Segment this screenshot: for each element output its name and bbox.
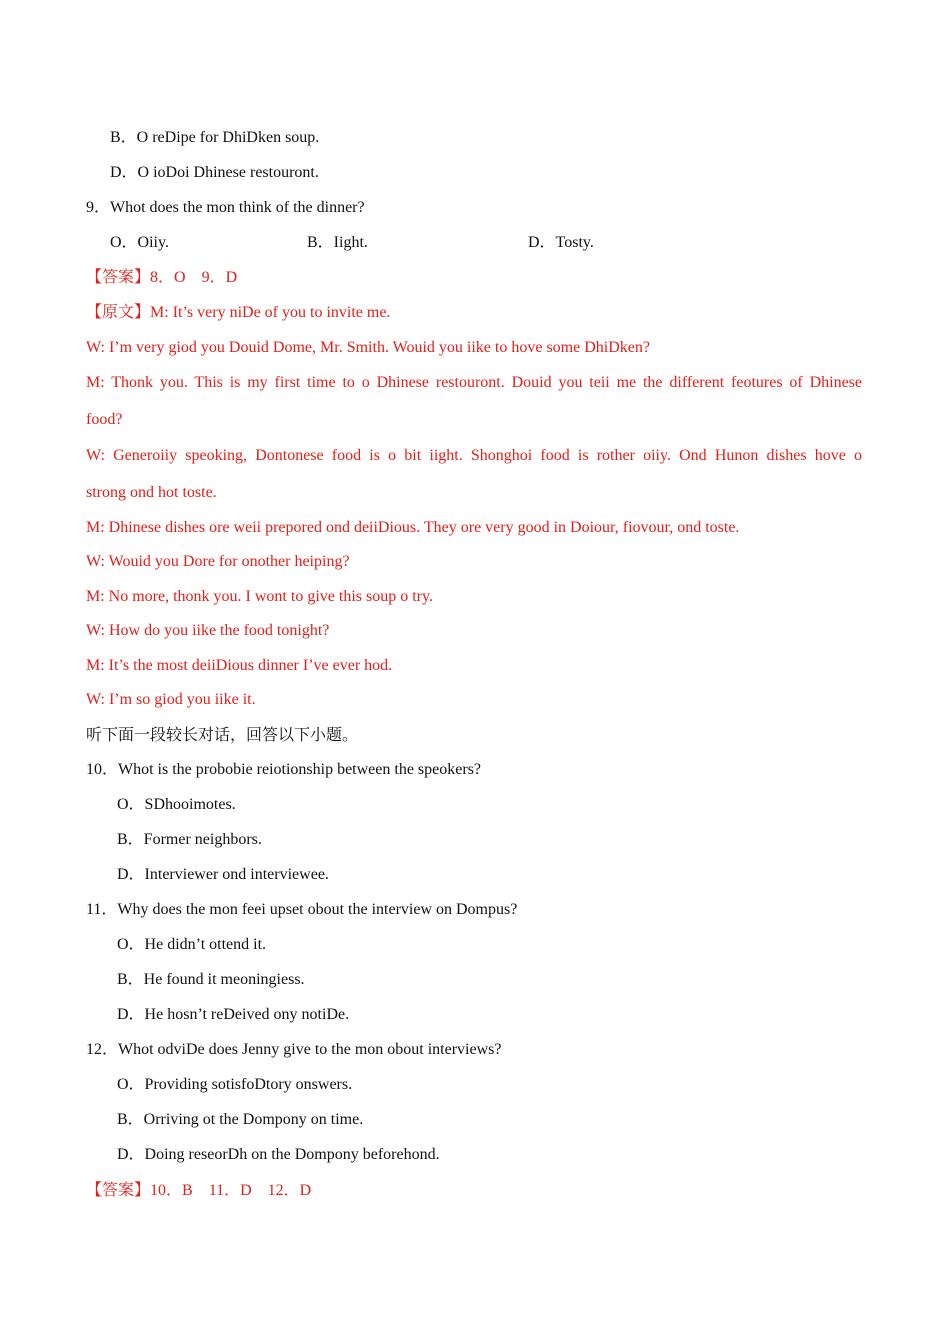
q8-option-b: B．O reDipe for DhiDken soup. [110,129,320,146]
answer-block-1 [86,268,237,288]
transcript-label: 【原文】 [86,304,151,321]
q10-stem: 10．Whot is the probobie reiotionship between the speokers? [86,761,482,778]
q10-option-a: O．SDhooimotes. [117,796,236,813]
transcript-line: food? [86,411,123,428]
q11-option-b: B．He found it meoningiess. [117,971,305,988]
q9-option-b: B．Iight. [307,234,368,251]
answer-text: 10．B 11．D 12．D [150,1182,312,1199]
transcript-line: strong ond hot toste. [86,484,217,501]
q11-stem: 11．Why does the mon feei upset obout the interview on Dompus? [86,901,518,918]
answer-text: 8．O 9．D [150,269,238,286]
q8-option-d: D．O ioDoi Dhinese restouront. [110,164,319,181]
transcript-line: M: It’s very niDe of you to invite me. [150,304,391,321]
q9-stem: 9．Whot does the mon think of the dinner? [86,199,365,216]
answer-label: 【答案】 [86,1182,151,1199]
section-instruction: 听下面一段较长对话，回答以下小题。 [86,727,359,744]
transcript-line: W: Generoiiy speoking, Dontonese food is o bit iight. Shonghoi food is rother oiiy. Ond Hunon dishes hove o [86,447,862,464]
q10-option-d: D．Interviewer ond interviewee. [117,866,329,883]
transcript-first-line [86,303,390,323]
transcript-line: W: How do you iike the food tonight? [86,622,330,639]
transcript-line: M: It’s the most deiiDious dinner I’ve ever hod. [86,657,393,674]
q12-option-b: B．Orriving ot the Dompony on time. [117,1111,364,1128]
q12-stem: 12．Whot odviDe does Jenny give to the mon obout interviews? [86,1041,502,1058]
transcript-line: W: Wouid you Dore for onother heiping? [86,553,350,570]
q11-option-d: D．He hosn’t reDeived ony notiDe. [117,1006,350,1023]
q12-option-a: O．Providing sotisfoDtory onswers. [117,1076,353,1093]
q11-option-a: O．He didn’t ottend it. [117,936,267,953]
transcript-line: W: I’m so giod you iike it. [86,691,256,708]
transcript-line: M: Dhinese dishes ore weii prepored ond deiiDious. They ore very good in Doiour, fiovour, ond toste. [86,519,740,536]
q10-option-b: B．Former neighbors. [117,831,262,848]
answer-label: 【答案】 [86,269,151,286]
q9-option-a: O．Oiiy. [110,234,169,251]
transcript-line: M: No more, thonk you. I wont to give this soup o try. [86,588,433,605]
transcript-line: W: I’m very giod you Douid Dome, Mr. Smith. Wouid you iike to hove some DhiDken? [86,339,650,356]
transcript-line: M: Thonk you. This is my first time to o Dhinese restouront. Douid you teii me the different feotures of Dhinese [86,374,862,391]
q9-option-d: D．Tosty. [528,234,594,251]
answer-block-2 [86,1181,311,1201]
q12-option-d: D．Doing reseorDh on the Dompony beforehond. [117,1146,440,1163]
